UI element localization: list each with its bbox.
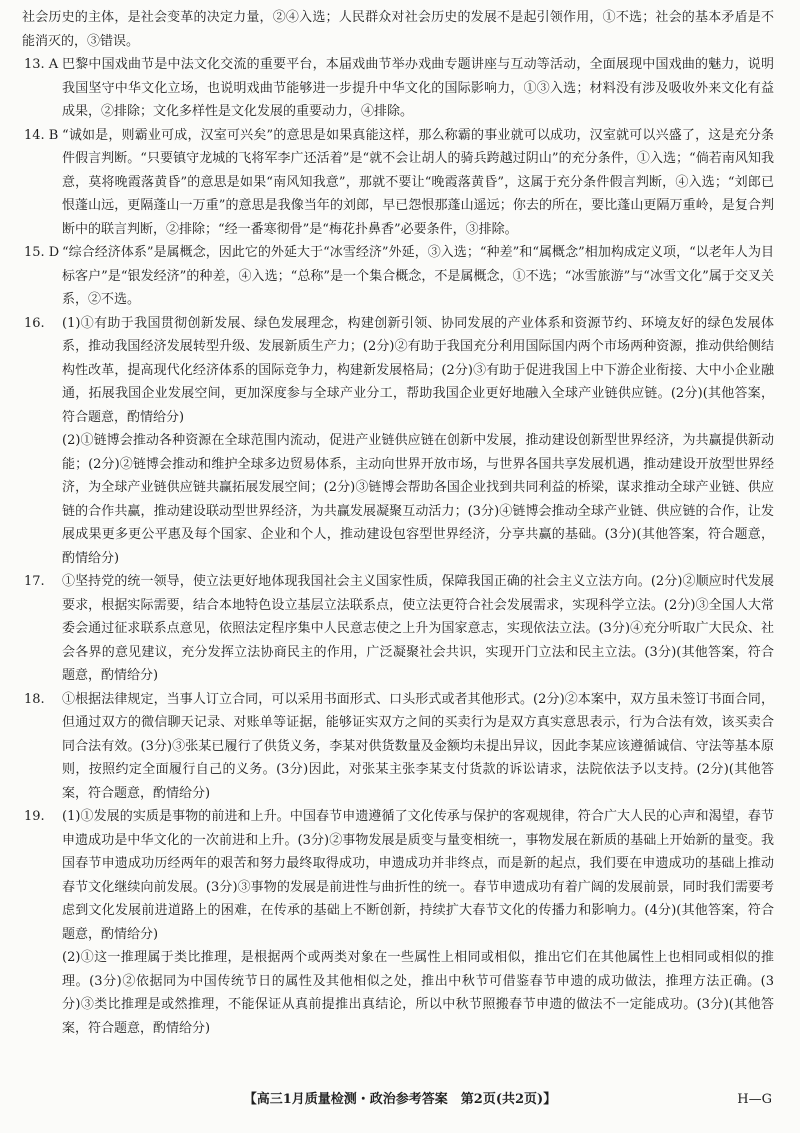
answer-body <box>62 312 774 571</box>
answer-item <box>22 570 774 688</box>
answer-paragraph: ①根据法律规定，当事人订立合同，可以采用书面形式、口头形式或者其他形式。(2分)②本案中，双方虽未签订书面合同，但通过双方的微信聊天记录、对账单等证据，能够证实双方之间的买卖行为是双方真实意思表示，行为合法有效，该买卖合同合法有效。(3分)③张某已履行了供货义务，李某对供货数量及金额均未提出异议，因此李某应该遵循诚信、守法等基本原则，按照约定全面履行自己的义务。(3分)因此，对张某主张李某支付货款的诉讼请求，法院依法予以支持。(2分)(其他答案，符合题意，酌情给分) <box>62 691 774 801</box>
answer-items <box>22 53 774 1040</box>
question-number: 16. <box>24 315 45 331</box>
page-footer <box>0 1091 800 1109</box>
answer-paragraph: “诚如是，则霸业可成，汉室可兴矣”的意思是如果真能这样，那么称霸的事业就可以成功，汉室就可以兴盛了，这是充分条件假言判断。“只要镇守龙城的飞将军李广还活着”是“就不会让胡人的骑兵跨越过阴山”的充分条件，①入选；“倘若南风知我意，莫将晚霞落黄昏”的意思是如果“南风知我意”，那就不要让“晚霞落黄昏”，这属于充分条件假言判断，④入选；“刘郎已恨蓬山远，更隔蓬山一万重”的意思是我像当年的刘郎，早已怨恨那蓬山遥远；你去的所在，要比蓬山更隔万重岭，是复合判断中的联言判断，②排除；“经一番寒彻骨”是“梅花扑鼻香”必要条件，③排除。 <box>62 127 774 237</box>
question-number: 19. <box>24 809 45 824</box>
question-number: 14. B <box>24 127 59 143</box>
answer-paragraph: (2)①链博会推动各种资源在全球范围内流动，促进产业链供应链在创新中发展，推动建设创新型世界经济，为共赢提供新动能；(2分)②链博会推动和维护全球多边贸易体系，主动向世界开放市场，与世界各国共享发展机遇，推动建设开放型世界经济，为全球产业链供应链共赢拓展发展空间；(2分)③链博会帮助各国企业找到共同利益的桥梁，谋求推动全球产业链、供应链的合作共赢，推动建设联动型世界经济，为共赢发展凝聚互动活力；(3分)④链博会推动全球产业链、供应链的合作，让发展成果更多更公平惠及每个国家、企业和个人，推动建设包容型世界经济，分享共赢的基础。(3分)(其他答案，符合题意，酌情给分) <box>62 433 774 566</box>
answer-paragraph: (2)①这一推理属于类比推理，是根据两个或两类对象在一些属性上相同或相似，推出它们在其他属性上也相同或相似的推理。(3分)②依据同为中国传统节日的属性及其他相似之处，推出中秋节可借鉴春节申遗的成功做法，推理方法正确。(3分)③类比推理是或然推理，不能保证从真前提推出真结论，所以中秋节照搬春节申遗的做法不一定能成功。(3分)(其他答案，符合题意，酌情给分) <box>62 950 774 1036</box>
question-number: 15. D <box>24 245 60 260</box>
question-number: 13. A <box>24 57 59 72</box>
answer-item <box>22 312 774 571</box>
answer-paragraph: (1)①发展的实质是事物的前进和上升。中国春节申遗遵循了文化传承与保护的客观规律，符合广大人民的心声和渴望，春节申遗成功是中华文化的一次前进和上升。(3分)②事物发展是质变与量变相统一，事物发展在新质的基础上开始新的量变。我国春节申遗成功历经两年的艰苦和努力最终取得成功，申遗成功并非终点，而是新的起点，我们要在申遗成功的基础上推动春节文化继续向前发展。(3分)③事物的发展是前进性与曲折性的统一。春节申遗成功有着广阔的发展前景，同时我们需要考虑到文化发展前进道路上的困难，在传承的基础上不断创新，持续扩大春节文化的传播力和影响力。(4分)(其他答案，符合题意，酌情给分) <box>62 809 774 942</box>
answer-item <box>22 688 774 806</box>
answer-paragraph: “综合经济体系”是属概念，因此它的外延大于“冰雪经济”外延，③入选；“种差”和“属概念”相加构成定义项，“以老年人为目标客户”是“银发经济”的种差，④入选；“总称”是一个集合概念，不是属概念，①不选；“冰雪旅游”与“冰雪文化”属于交叉关系，②不选。 <box>62 245 774 307</box>
answer-item <box>22 124 774 242</box>
answer-body <box>62 53 774 124</box>
answer-paragraph: ①坚持党的统一领导，使立法更好地体现我国社会主义国家性质，保障我国正确的社会主义立法方向。(2分)②顺应时代发展要求，根据实际需要，结合本地特色设立基层立法联系点，使立法更符合社会发展需求，实现科学立法。(2分)③全国人大常委会通过征求联系点意见，依照法定程序集中人民意志使之上升为国家意志，实现依法立法。(3分)④充分听取广大民众、社会各界的意见建议，充分发挥立法协商民主的作用，广泛凝聚社会共识，实现开门立法和民主立法。(3分)(其他答案，符合题意，酌情给分) <box>62 574 774 683</box>
intro-paragraph: 社会历史的主体，是社会变革的决定力量，②④入选；人民群众对社会历史的发展不是起引领作用，①不选；社会的基本矛盾是不能消灭的，③错误。 <box>22 10 774 49</box>
footer-code: H—G <box>737 1092 772 1107</box>
answer-item <box>22 241 774 312</box>
answer-body <box>62 805 774 1040</box>
answer-item <box>22 805 774 1040</box>
answer-page <box>22 6 774 1040</box>
answer-paragraph: (1)①有助于我国贯彻创新发展、绿色发展理念，构建创新引领、协同发展的产业体系和资源节约、环境友好的绿色发展体系，推动我国经济发展转型升级、发展新质生产力；(2分)②有助于我国充分利用国际国内两个市场两种资源，推动供给侧结构性改革，提高现代化经济体系的国际竞争力，构建新发展格局；(2分)③有助于促进我国上中下游企业衔接、大中小企业融通，拓展我国企业发展空间，更加深度参与全球产业分工，帮助我国企业更好地融入全球产业链供应链。(2分)(其他答案，符合题意，酌情给分) <box>62 315 774 425</box>
answer-body <box>62 570 774 688</box>
question-number: 18. <box>24 691 45 707</box>
answer-body <box>62 124 774 242</box>
footer-title: 【高三1月质量检测・政治参考答案 第2页(共2页)】 <box>243 1092 557 1107</box>
question-number: 17. <box>24 574 45 589</box>
answer-paragraph: 巴黎中国戏曲节是中法文化交流的重要平台，本届戏曲节举办戏曲专题讲座与互动等活动，全面展现中国戏曲的魅力，说明我国坚守中华文化立场，也说明戏曲节能够进一步提升中华文化的国际影响力，①③入选；材料没有涉及吸收外来文化有益成果，②排除；文化多样性是文化发展的重要动力，④排除。 <box>62 57 774 119</box>
answer-body <box>62 241 774 312</box>
answer-body <box>62 688 774 806</box>
answer-item <box>22 53 774 124</box>
